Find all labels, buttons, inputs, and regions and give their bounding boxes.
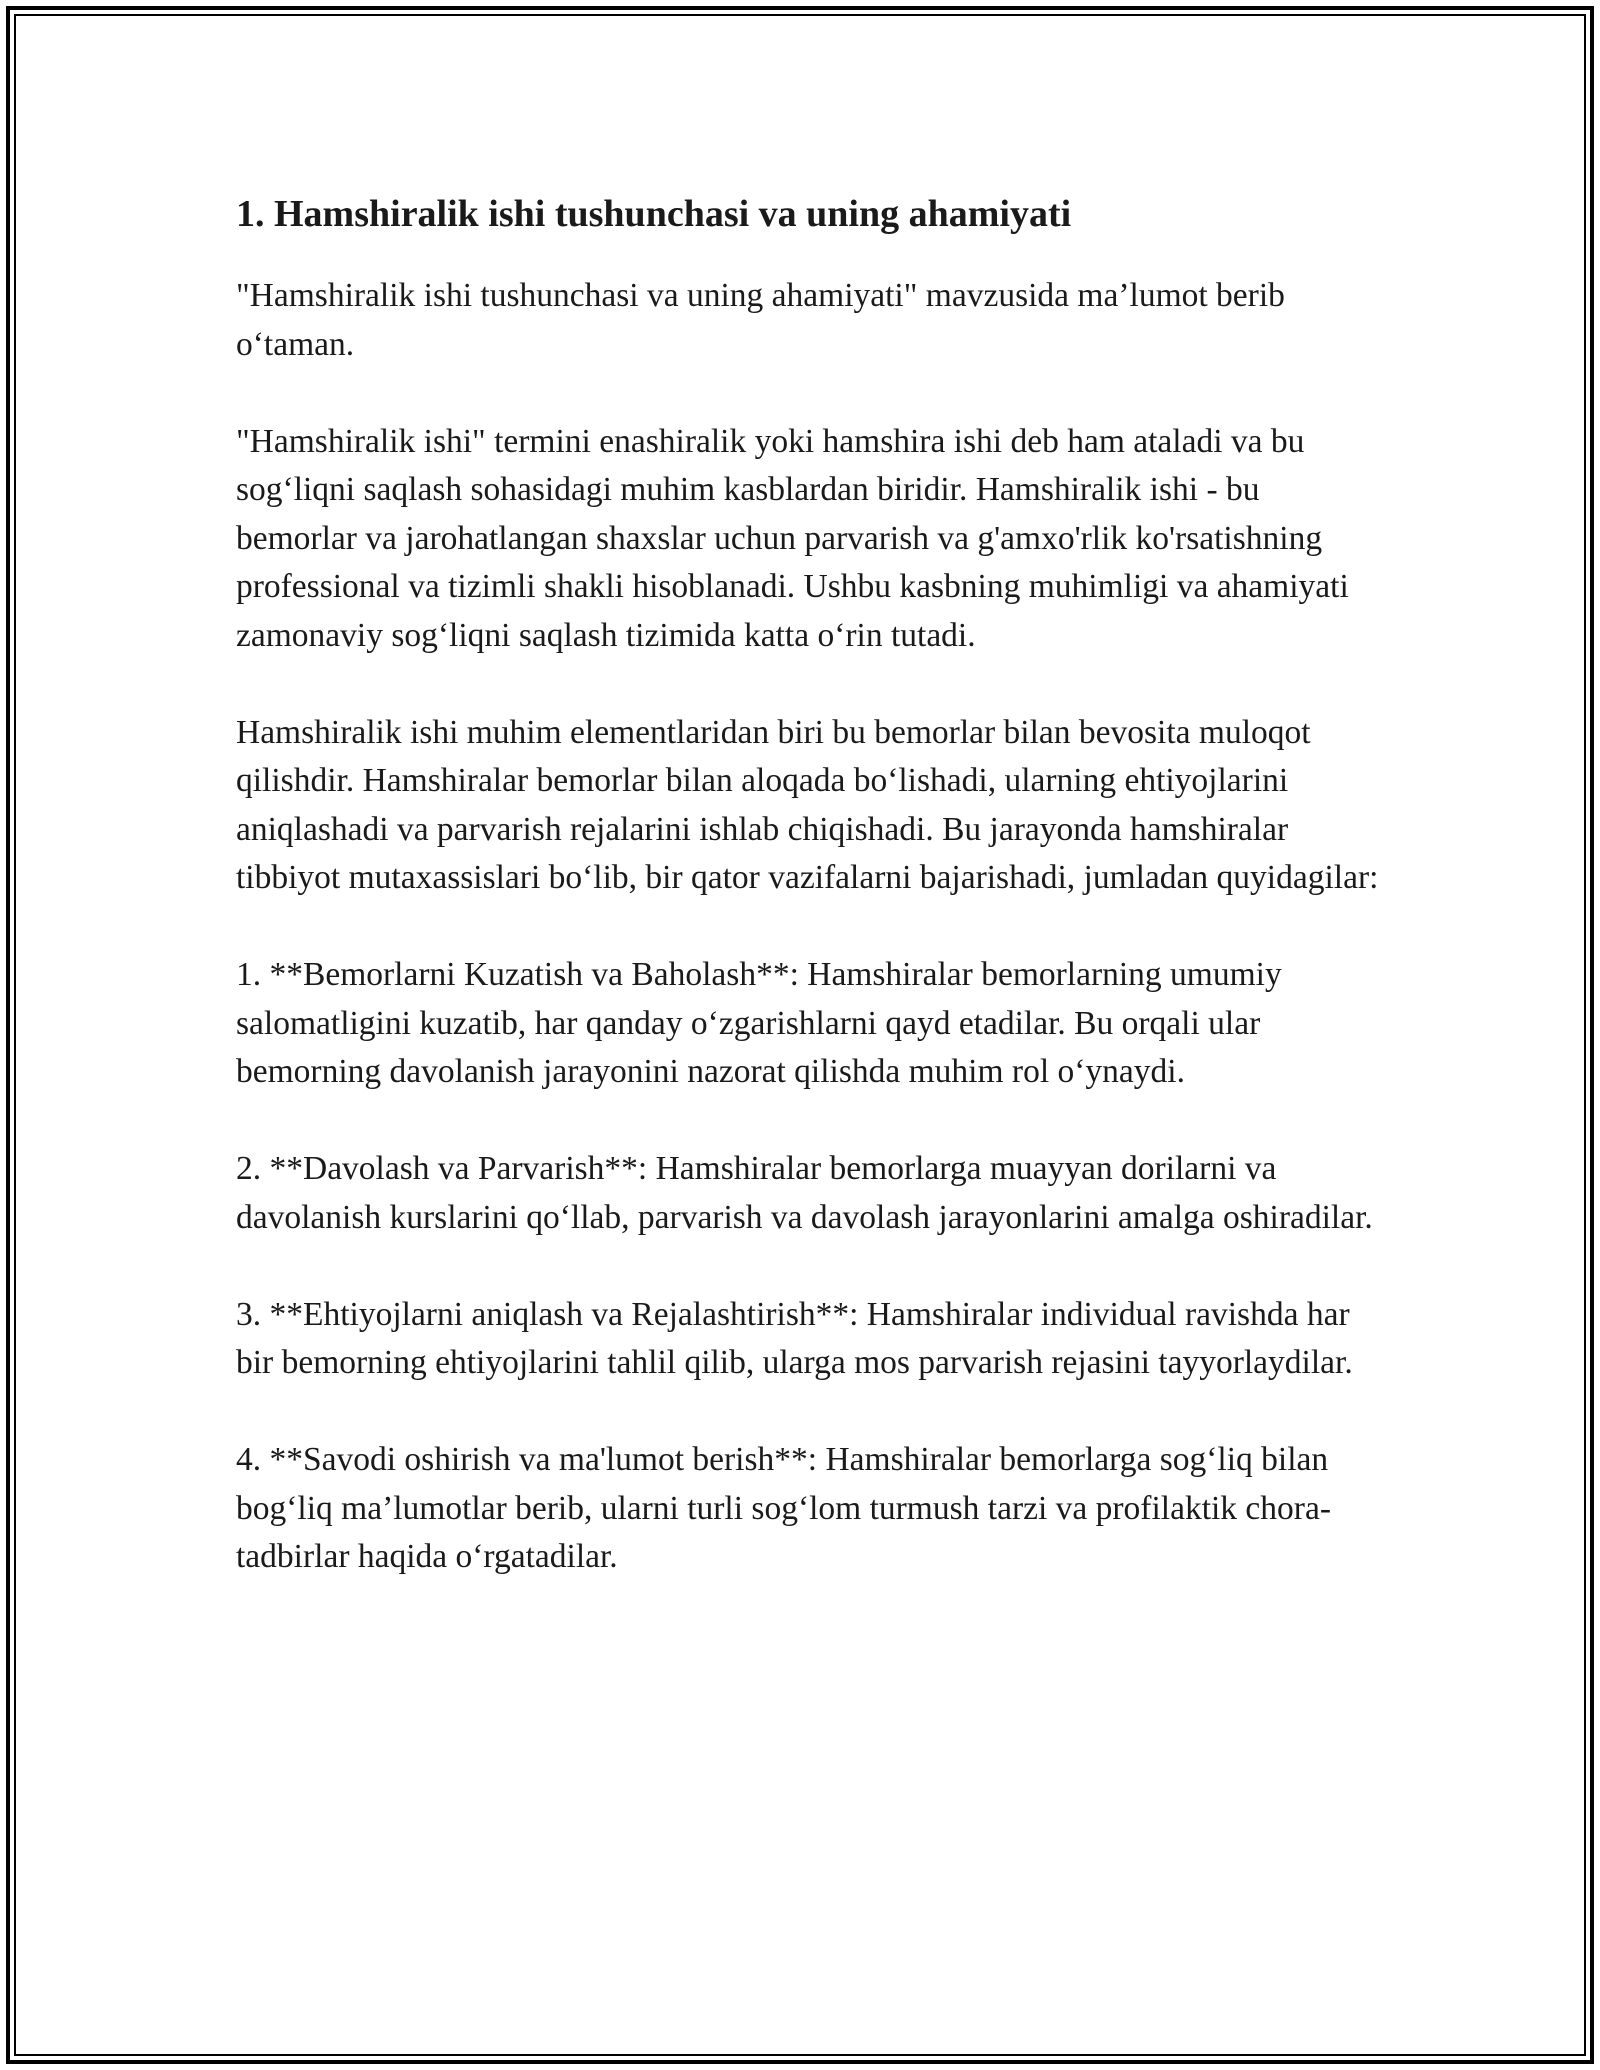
paragraph-communication: Hamshiralik ishi muhim elementlaridan biri bu bemorlar bilan bevosita muloqot qilishdir. Hamshiralar bemorlar bilan aloqada bo‘lishadi, ularning ehtiyojlarini aniqlashadi va parvarish rejalarini ishlab chiqishadi. Bu jarayonda hamshiralar tibbiyot mutaxassislari bo‘lib, bir qator vazifalarni bajarishadi, jumladan quyidagilar: <box>236 713 1379 896</box>
document-body <box>236 186 1386 1630</box>
list-item-2: 2. **Davolash va Parvarish**: Hamshiralar bemorlarga muayyan dorilarni va davolanish kurslarini qo‘llab, parvarish va davolash jarayonlarini amalga oshiradilar. <box>236 1150 1373 1236</box>
list-item-1: 1. **Bemorlarni Kuzatish va Baholash**: Hamshiralar bemorlarning umumiy salomatligini kuzatib, har qanday o‘zgarishlarni qayd etadilar. Bu orqali ular bemorning davolanish jarayonini nazorat qilishda muhim rol o‘ynaydi. <box>236 956 1282 1090</box>
paragraph-intro: "Hamshiralik ishi tushunchasi va uning ahamiyati" mavzusida ma’lumot berib o‘taman. <box>236 277 1285 363</box>
list-item-3: 3. **Ehtiyojlarni aniqlash va Rejalashtirish**: Hamshiralar individual ravishda har bir bemorning ehtiyojlarini tahlil qilib, ularga mos parvarish rejasini tayyorlaydilar. <box>236 1295 1353 1381</box>
list-item-4: 4. **Savodi oshirish va ma'lumot berish**: Hamshiralar bemorlarga sog‘liq bilan bog‘liq ma’lumotlar berib, ularni turli sog‘lom turmush tarzi va profilaktik chora-tadbirlar haqida o‘rgatadilar. <box>236 1441 1331 1575</box>
document-title: 1. Hamshiralik ishi tushunchasi va uning ahamiyati <box>236 193 1072 235</box>
paragraph-definition: "Hamshiralik ishi" termini enashiralik yoki hamshira ishi deb ham ataladi va bu sog‘liqni saqlash sohasidagi muhim kasblardan biridir. Hamshiralik ishi - bu bemorlar va jarohatlangan shaxslar uchun parvarish va g'amxo'rlik ko'rsatishning professional va tizimli shakli hisoblanadi. Ushbu kasbning muhimligi va ahamiyati zamonaviy sog‘liqni saqlash tizimida katta o‘rin tutadi. <box>236 422 1349 654</box>
